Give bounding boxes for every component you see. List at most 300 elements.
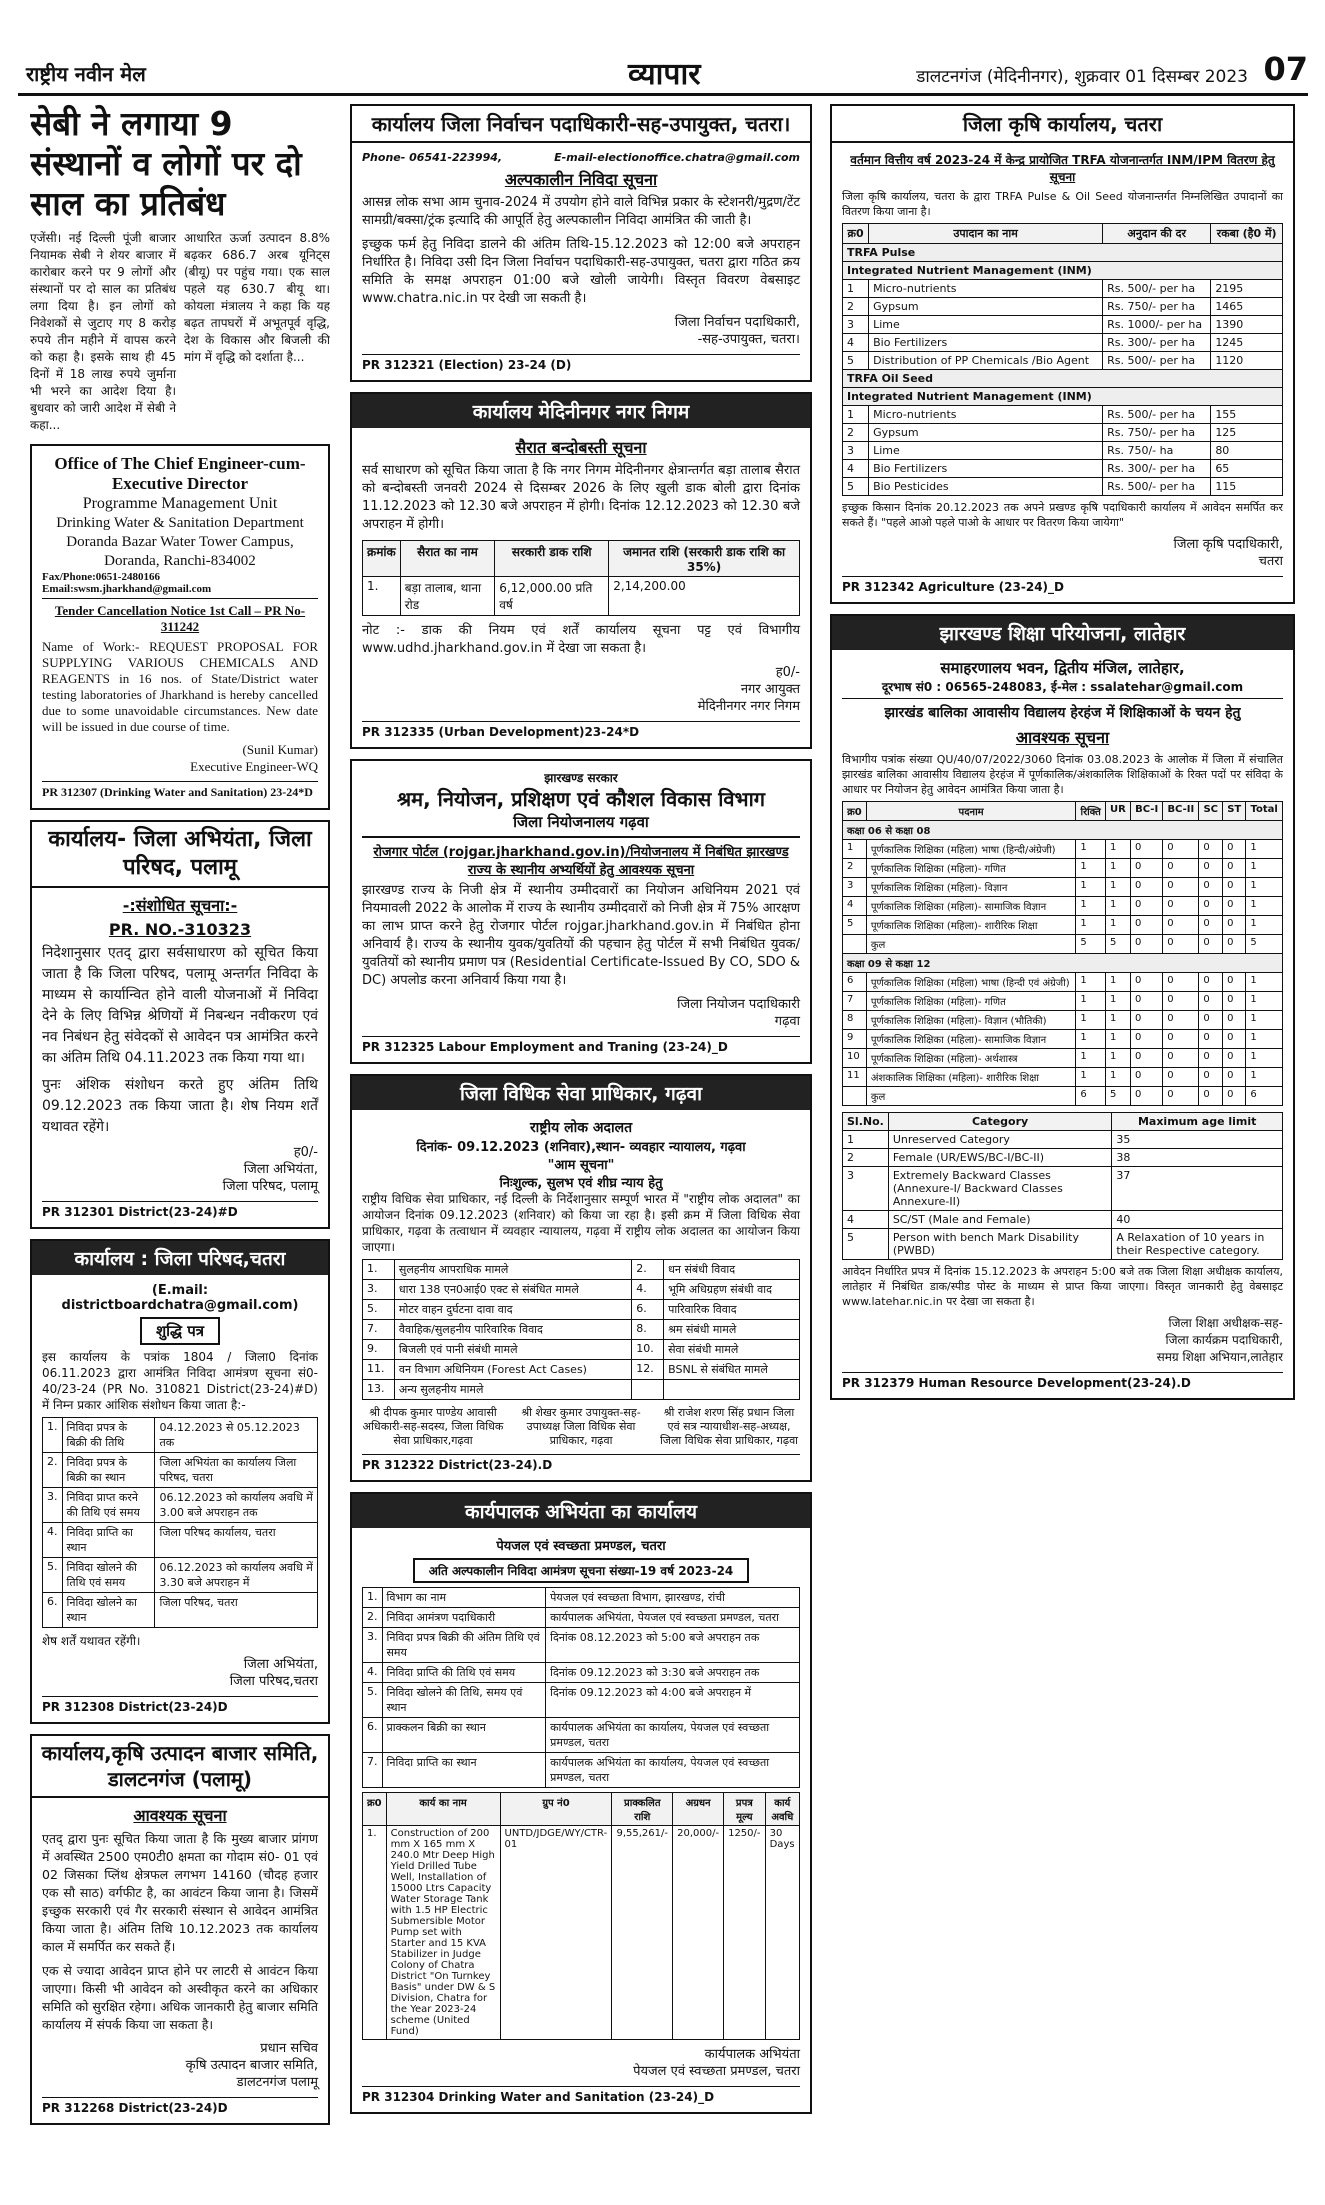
table-cell: 6,12,000.00 प्रति वर्ष	[495, 577, 609, 616]
table-cell: 1	[843, 1131, 889, 1149]
table-cell: 1	[1076, 897, 1106, 916]
section-title: व्यापार	[628, 57, 701, 92]
table-cell: 0	[1223, 840, 1246, 859]
table-cell: निविदा खोलने की तिथि एवं समय	[62, 1558, 155, 1593]
table-cell: प्राक्कलन बिक्री का स्थान	[382, 1718, 546, 1753]
table-cell: Gypsum	[869, 298, 1103, 316]
table-cell: 0	[1199, 878, 1223, 897]
email-line: E-mail-electionoffice.chatra@gmail.com	[554, 151, 800, 164]
column-header: क्र0	[843, 802, 867, 821]
notice-tagline: निःशुल्क, सुलभ एवं शीघ्र न्याय हेतु	[499, 1176, 663, 1191]
table-cell: 1	[1105, 992, 1130, 1011]
table-cell: 1	[1076, 1049, 1106, 1068]
table-cell: 1	[843, 406, 869, 424]
table-cell: 80	[1211, 442, 1283, 460]
address-line-1: Doranda Bazar Water Tower Campus,	[66, 534, 294, 550]
table-row	[843, 1049, 1283, 1068]
table-cell: निविदा खोलने का स्थान	[62, 1593, 155, 1628]
table-cell: 0	[1163, 897, 1199, 916]
column-header: Sl.No.	[843, 1113, 889, 1131]
table-cell: 0	[1163, 1030, 1199, 1049]
notice-body-2: एक से ज्यादा आवेदन प्राप्त होने पर लाटरी से आवंटन किया जाएगा। किसी भी आवेदन को अस्वीकृत करने का अधिकार समिति को सुरक्षित रहेगा। अधिक जानकारी हेतु बाजार समिति कार्यालय में संपर्क किया जा सकता है।	[42, 1963, 318, 2032]
section-label: कक्षा 09 से कक्षा 12	[843, 954, 1283, 973]
table-row	[363, 1663, 800, 1683]
signatory-office: -सह-उपायुक्त, चतरा।	[697, 332, 800, 347]
table-cell: Rs. 1000/- per ha	[1103, 316, 1211, 334]
table-cell: 1	[1105, 897, 1130, 916]
table-row	[843, 424, 1283, 442]
notice-body: सर्व साधारण को सूचित किया जाता है कि नगर निगम मेदिनीनगर क्षेत्रान्तर्गत बड़ा तालाब सैरात को बन्दोबस्ती जनवरी 2024 से दिसम्बर 2026 के लिए खुली डाक बोली द्वारा दिनांक 11.12.2023 को 12.30 बजे अपराहन में होगी। दिनांक 12.12.2023 को 12.30 बजे अपराहन में होगी।	[362, 463, 800, 532]
column-header: Category	[888, 1113, 1112, 1131]
pr-number: PR 312335 (Urban Development)23-24*D	[362, 721, 800, 739]
table-cell: 0	[1130, 1087, 1162, 1106]
signatory-right: श्री राजेश शरण सिंह प्रधान जिला एवं सत्र न्यायाधीश-सह-अध्यक्ष, जिला विधिक सेवा प्राधिकार, गढ़वा	[659, 1406, 799, 1447]
table-cell: पेयजल एवं स्वच्छता विभाग, झारखण्ड, रांची	[546, 1588, 800, 1608]
table-section-row	[843, 388, 1283, 406]
table-cell: सेवा संबंधी मामले	[664, 1340, 800, 1360]
table-row	[363, 1753, 800, 1788]
table-cell: 0	[1163, 973, 1199, 992]
column-header: उपादान का नाम	[869, 224, 1103, 244]
notice-intro: विभागीय पत्रांक संख्या QU/40/07/2022/3060 दिनांक 03.08.2023 के आलोक में जिला में संचालित झारखंड बालिका आवासीय विद्यालय हेरहंज में पूर्णकालिक/अंशकालिक शिक्षिकाओं के रिक्त पदों पर संविदा के आधार पर नियोजन हेतु आवेदन आमंत्रित किया जाता है।	[842, 753, 1283, 796]
table-cell: 0	[1199, 992, 1223, 1011]
table-cell: 0	[1199, 935, 1223, 954]
vidhik-notice	[350, 1074, 812, 1482]
table-cell: Gypsum	[869, 424, 1103, 442]
column-left	[30, 104, 330, 2175]
place-date: डालटनगंज (मेदिनीनगर), शुक्रवार 01 दिसम्बर 2023	[916, 67, 1248, 87]
table-row	[43, 1453, 318, 1488]
signatory-office: जिला परिषद,चतरा	[229, 1674, 318, 1689]
notice-title: कार्यालय,कृषि उत्पादन बाजार समिति, डालटनगंज (पलामू)	[32, 1736, 328, 1798]
table-cell: 1	[1246, 897, 1283, 916]
table-cell: पारिवारिक विवाद	[664, 1300, 800, 1320]
table-cell: 5	[843, 478, 869, 496]
pr-number: PR 312342 Agriculture (23-24)_D	[842, 576, 1283, 594]
table-cell: कुल	[866, 935, 1076, 954]
table-cell: निविदा प्रपत्र के बिक्री का स्थान	[62, 1453, 155, 1488]
notice-title: जिला विधिक सेवा प्राधिकार, गढ़वा	[352, 1076, 810, 1110]
table-cell: पूर्णकालिक शिक्षिका (महिला)- सामाजिक विज्ञान	[866, 897, 1076, 916]
table-cell: 5	[1105, 935, 1130, 954]
table-cell: Rs. 750/- per ha	[1103, 298, 1211, 316]
table-row	[843, 280, 1283, 298]
signatory-office: कृषि उत्पादन बाजार समिति,	[185, 2058, 318, 2073]
table-cell: पूर्णकालिक शिक्षिका (महिला)- शारीरिक शिक्षा	[866, 916, 1076, 935]
notice-body: एतद् द्वारा पुनः सूचित किया जाता है कि मुख्य बाजार प्रांगण में अवस्थित 2500 एम0टी0 क्षमता का गोदाम सं0- 01 एवं 02 जिसका प्लिंथ क्षेत्रफल लगभग 14160 (चौदह हजार एक सौ साठ) वर्गफीट है, का आवंटन किया जाना है। जिसमें इच्छुक सरकारी एवं गैर सरकारी संस्थान से आवेदन आमंत्रित किया जाता है। अंतिम तिथि 10.12.2023 तक कार्यालय काल में समर्पित कर सकते हैं।	[42, 1831, 318, 1954]
table-cell: 1.	[43, 1418, 63, 1453]
table-cell: निविदा प्राप्ति की तिथि एवं समय	[382, 1663, 546, 1683]
table-cell: 0	[1163, 878, 1199, 897]
table-cell: 5.	[363, 1300, 395, 1320]
table-row	[43, 1418, 318, 1453]
table-cell: 0	[1223, 1087, 1246, 1106]
notice-subtitle: अति अल्पकालीन निविदा आमंत्रण सूचना संख्या-19 वर्ष 2023-24	[413, 1558, 750, 1583]
table-row	[363, 1380, 800, 1400]
column-middle	[350, 104, 812, 2175]
subsidy-table	[842, 223, 1283, 496]
table-cell: पूर्णकालिक शिक्षिका (महिला) भाषा (हिन्दी एवं अंग्रेजी)	[866, 973, 1076, 992]
zila-abhiyanta-notice	[30, 820, 330, 1229]
notice-title: Tender Cancellation Notice 1st Call – PR No- 311242	[54, 603, 306, 634]
notice-body-2: पुनः अंशिक संशोधन करते हुए अंतिम तिथि 09.12.2023 तक किया जाता है। शेष नियम शर्तें यथावत रहेंगे।	[42, 1077, 318, 1135]
table-cell: दिनांक 09.12.2023 को 3:30 बजे अपराहन तक	[546, 1663, 800, 1683]
work-table	[362, 1792, 800, 2040]
table-row	[843, 478, 1283, 496]
table-row	[843, 460, 1283, 478]
table-cell: 1	[1076, 916, 1106, 935]
notice-body: राष्ट्रीय विधिक सेवा प्राधिकार, नई दिल्ली के निर्देशानुसार सम्पूर्ण भारत में "राष्ट्रीय लोक अदालत" का आयोजन दिनांक 09.12.2023 (शनिवार) को किया जा रहा है। इसी क्रम में जिला विधिक सेवा प्राधिकार, गढ़वा के तत्वाधान में व्यवहार न्यायालय, गढ़वा में राष्ट्रीय लोक अदालत का आयोजन किया जाएगा।	[362, 1192, 800, 1254]
table-cell: 1.	[363, 577, 401, 616]
table-cell: 38	[1112, 1149, 1283, 1167]
table-row	[363, 1280, 800, 1300]
table-cell: 2195	[1211, 280, 1283, 298]
table-cell: 1	[1076, 992, 1106, 1011]
table-cell: 20,000/-	[673, 1826, 724, 2040]
table-cell: 1	[843, 840, 867, 859]
pr-number: PR 312307 (Drinking Water and Sanitation) 23-24*D	[42, 781, 318, 800]
table-row	[843, 992, 1283, 1011]
table-cell: 13.	[363, 1380, 395, 1400]
table-cell: Rs. 750/- ha	[1103, 442, 1211, 460]
signatory-place: डालटनगंज पलामू	[236, 2075, 318, 2090]
table-cell: 3.	[363, 1280, 395, 1300]
table-cell: Extremely Backward Classes (Annexure-I/ Backward Classes Annexure-II)	[888, 1167, 1112, 1211]
signatory-place: चतरा	[1258, 554, 1283, 569]
table-cell: Female (UR/EWS/BC-I/BC-II)	[888, 1149, 1112, 1167]
table-cell: 4.	[43, 1523, 63, 1558]
table-cell: निविदा प्रपत्र बिक्री की अंतिम तिथि एवं समय	[382, 1628, 546, 1663]
tender-details-table	[362, 1587, 800, 1788]
table-cell: 2	[843, 859, 867, 878]
signatory-left: श्री दीपक कुमार पाण्डेय आवासी अधिकारी-सह-सदस्य, जिला विधिक सेवा प्राधिकार,गढ़वा	[362, 1406, 504, 1447]
table-cell: Rs. 500/- per ha	[1103, 478, 1211, 496]
table-row	[43, 1558, 318, 1593]
table-row	[843, 316, 1283, 334]
table-cell: 0	[1163, 840, 1199, 859]
table-cell: 0	[1199, 1030, 1223, 1049]
table-cell: 1	[1246, 916, 1283, 935]
table-cell: श्रम संबंधी मामले	[664, 1320, 800, 1340]
notice-body: इस कार्यालय के पत्रांक 1804 / जिला0 दिनांक 06.11.2023 द्वारा आमंत्रित निविदा आमंत्रण सूचना सं0-40/23-24 (PR No. 310821 District(23-24)#D) में निम्न प्रकार आंशिक संशोधन किया जाता है:-	[42, 1350, 318, 1412]
age-limit-table	[842, 1112, 1283, 1260]
table-row	[843, 1167, 1283, 1211]
notice-body-2: इच्छुक फर्म हेतु निविदा डालने की अंतिम तिथि-15.12.2023 को 12:00 बजे अपराहन निर्धारित है। निविदा उसी दिन जिला निर्वाचन पदाधिकारी-सह-उपायुक्त, चतरा द्वारा गठित क्रय समिति के समक्ष अपराहन 01:00 बजे खोली जायेगी। विस्तृत विवरण वेबसाइट www.chatra.nic.in पर देखी जा सकती है।	[362, 237, 800, 306]
notice-subtitle: सैरात बन्दोबस्ती सूचना	[515, 438, 647, 457]
total-row	[843, 1087, 1283, 1106]
notice-subtitle: झारखंड बालिका आवासीय विद्यालय हेरहंज में शिक्षिकाओं के चयन हेतु	[884, 705, 1241, 721]
table-cell: अंशकालिक शिक्षिका (महिला)- शारीरिक शिक्षा	[866, 1068, 1076, 1087]
notice-subtitle: वर्तमान वित्तीय वर्ष 2023-24 में केन्द्र प्रायोजित TRFA योजनान्तर्गत INM/IPM वितरण हेतु सूचना	[850, 153, 1275, 184]
signatory-title: जिला नियोजन पदाधिकारी	[677, 997, 800, 1012]
table-cell: 0	[1130, 878, 1162, 897]
pr-number: PR 312322 District(23-24).D	[362, 1454, 800, 1472]
table-cell: 4.	[632, 1280, 664, 1300]
table-cell: 1	[1246, 859, 1283, 878]
table-cell: 1465	[1211, 298, 1283, 316]
table-row	[43, 1488, 318, 1523]
table-cell: धारा 138 एन0आई0 एक्ट से संबंधित मामले	[394, 1280, 631, 1300]
table-cell: 1	[1076, 1030, 1106, 1049]
table-cell: 0	[1199, 1049, 1223, 1068]
table-cell: Rs. 300/- per ha	[1103, 334, 1211, 352]
table-cell: 2	[843, 424, 869, 442]
signatory-title: नगर आयुक्त	[740, 682, 800, 697]
table-cell: 1	[1076, 859, 1106, 878]
table-cell: 1	[1246, 1030, 1283, 1049]
table-cell: 0	[1163, 1049, 1199, 1068]
table-cell	[843, 1087, 867, 1106]
table-cell: 0	[1223, 916, 1246, 935]
table-cell: Rs. 750/- per ha	[1103, 424, 1211, 442]
table-row	[843, 406, 1283, 424]
table-row	[843, 1068, 1283, 1087]
table-cell: 1	[1076, 840, 1106, 859]
table-row	[363, 1718, 800, 1753]
table-cell: 1245	[1211, 334, 1283, 352]
table-cell: 0	[1199, 1011, 1223, 1030]
table-row	[843, 1229, 1283, 1260]
table-cell: 1250/-	[724, 1826, 766, 2040]
table-cell: 1	[1246, 1049, 1283, 1068]
office-name: पेयजल एवं स्वच्छता प्रमण्डल, चतरा	[496, 1539, 666, 1554]
zila-parishad-chatra-notice	[30, 1239, 330, 1724]
shiksha-notice	[830, 614, 1295, 1400]
column-header: Total	[1246, 802, 1283, 821]
office-name: जिला नियोजनालय गढ़वा	[362, 812, 800, 838]
table-cell: 7	[843, 992, 867, 1011]
table-cell: कार्यपालक अभियंता का कार्यालय, पेयजल एवं स्वच्छता प्रमण्डल, चतरा	[546, 1753, 800, 1788]
remaining-note: शेष शर्तें यथावत रहेंगी।	[42, 1634, 141, 1648]
column-header: कार्य अवधि	[765, 1793, 799, 1826]
table-cell: Lime	[869, 316, 1103, 334]
dept-name: Drinking Water & Sanitation Department	[56, 515, 304, 531]
column-header: प्रपत्र मूल्य	[724, 1793, 766, 1826]
table-cell: 7.	[363, 1320, 395, 1340]
table-cell: 5.	[363, 1683, 383, 1718]
table-cell: निविदा प्रपत्र के बिक्री की तिथि	[62, 1418, 155, 1453]
table-cell: 0	[1163, 1068, 1199, 1087]
table-cell: 0	[1130, 935, 1162, 954]
table-cell: 1	[1076, 973, 1106, 992]
table-cell: भूमि अधिग्रहण संबंधी वाद	[664, 1280, 800, 1300]
table-cell: 0	[1199, 1087, 1223, 1106]
table-row	[843, 897, 1283, 916]
table-cell: 1	[843, 280, 869, 298]
table-cell: Distribution of PP Chemicals /Bio Agent	[869, 352, 1103, 370]
table-cell: कुल	[866, 1087, 1076, 1106]
notice-subtitle: -:संशोधित सूचना:-	[122, 896, 238, 915]
krishi-chatra-notice	[830, 104, 1295, 604]
table-row	[363, 1320, 800, 1340]
event-date-place: दिनांक- 09.12.2023 (शनिवार),स्थान- व्यवहार न्यायालय, गढ़वा	[416, 1140, 746, 1155]
table-section-row	[843, 262, 1283, 280]
table-cell: 0	[1130, 840, 1162, 859]
table-cell: 1	[1076, 1011, 1106, 1030]
table-cell: 125	[1211, 424, 1283, 442]
office-address: समाहरणालय भवन, द्वितीय मंजिल, लातेहार,	[940, 659, 1185, 677]
column-header: क्रमांक	[363, 541, 401, 577]
event-name: राष्ट्रीय लोक अदालत	[529, 1120, 633, 1136]
table-cell: दिनांक 09.12.2023 को 4:00 बजे अपराहन में	[546, 1683, 800, 1718]
table-cell: 06.12.2023 को कार्यालय अवधि में 3.30 बजे अपराहन में	[155, 1558, 318, 1593]
table-cell: जिला परिषद, चतरा	[155, 1593, 318, 1628]
table-row	[363, 1260, 800, 1280]
table-cell: दिनांक 08.12.2023 को 5:00 बजे अपराहन तक	[546, 1628, 800, 1663]
table-cell: पूर्णकालिक शिक्षिका (महिला)- सामाजिक विज्ञान	[866, 1030, 1076, 1049]
signature: ह0/-	[293, 1145, 318, 1160]
news-text-left: एजेंसी। नई दिल्ली पूंजी बाजार नियामक सेबी ने शेयर बाजार में कारोबार करने पर 9 लोगों और संस्थानों पर दो साल का प्रतिबंध लगा दिया है। इन लोगों को निवेशकों से जुटाए गए 8 करोड़ रुपये तीन महीने में वापस करने को कहा है। इसके साथ ही 45 दिनों में 18 लाख रुपये जुर्माना भी भरने का आदेश दिया है। बुधवार को जारी आदेश में सेबी ने कहा...	[30, 231, 176, 432]
table-cell: 7.	[363, 1753, 383, 1788]
table-cell: 0	[1223, 897, 1246, 916]
table-cell: 1	[1105, 859, 1130, 878]
column-header: अनुदान की दर	[1103, 224, 1211, 244]
table-cell: 1	[1105, 916, 1130, 935]
notice-title: जिला कृषि कार्यालय, चतरा	[832, 106, 1293, 143]
table-cell: 0	[1163, 1011, 1199, 1030]
table-cell: 1	[1105, 878, 1130, 897]
nirvachan-notice	[350, 104, 812, 382]
table-cell: 4.	[363, 1663, 383, 1683]
table-cell: 65	[1211, 460, 1283, 478]
notice-title: कार्यालय जिला निर्वाचन पदाधिकारी-सह-उपायुक्त, चतरा।	[352, 106, 810, 143]
notice-subtitle: शुद्धि पत्र	[140, 1317, 220, 1345]
table-cell: पूर्णकालिक शिक्षिका (महिला)- विज्ञान	[866, 878, 1076, 897]
table-cell: 11.	[363, 1360, 395, 1380]
table-cell: 0	[1163, 1087, 1199, 1106]
table-cell: पूर्णकालिक शिक्षिका (महिला) भाषा (हिन्दी/अंग्रेजी)	[866, 840, 1076, 859]
table-cell: 1.	[363, 1588, 383, 1608]
table-cell: 115	[1211, 478, 1283, 496]
table-row	[843, 1211, 1283, 1229]
table-cell: 5	[1105, 1087, 1130, 1106]
table-cell: 3	[843, 442, 869, 460]
table-cell: 1	[1246, 1011, 1283, 1030]
signatory-middle: श्री शेखर कुमार उपायुक्त-सह-उपाध्यक्ष जिला विधिक सेवा प्राधिकार, गढ़वा	[521, 1406, 641, 1447]
table-cell: 5	[1076, 935, 1106, 954]
table-cell: 2,14,200.00	[609, 577, 800, 616]
pr-number: PR 312301 District(23-24)#D	[42, 1201, 318, 1219]
table-cell: 0	[1199, 1068, 1223, 1087]
column-header: रकबा (है0 में)	[1211, 224, 1283, 244]
table-row	[843, 973, 1283, 992]
news-article	[30, 104, 330, 434]
signatory-title-2: जिला कार्यक्रम पदाधिकारी,	[1165, 1333, 1283, 1347]
table-row	[43, 1523, 318, 1558]
table-cell: Rs. 500/- per ha	[1103, 352, 1211, 370]
table-cell: Rs. 500/- per ha	[1103, 280, 1211, 298]
table-row	[843, 878, 1283, 897]
pr-number: PR 312379 Human Resource Development(23-24).D	[842, 1372, 1283, 1390]
table-cell: Bio Pesticides	[869, 478, 1103, 496]
table-cell: 0	[1130, 1030, 1162, 1049]
table-cell: 0	[1130, 859, 1162, 878]
case-list-table	[362, 1259, 800, 1400]
notice-title: कार्यालय- जिला अभियंता, जिला परिषद, पलामू	[32, 822, 328, 888]
table-cell: 5	[1246, 935, 1283, 954]
table-cell: 04.12.2023 से 05.12.2023 तक	[155, 1418, 318, 1453]
table-row	[843, 298, 1283, 316]
chief-engineer-notice	[30, 444, 330, 810]
table-cell: 1	[1246, 973, 1283, 992]
table-cell: 11	[843, 1068, 867, 1087]
table-cell: 0	[1199, 916, 1223, 935]
column-header: UR	[1105, 802, 1130, 821]
table-cell: जिला अभियंता का कार्यालय जिला परिषद, चतरा	[155, 1453, 318, 1488]
pr-number: PR 312304 Drinking Water and Sanitation (23-24)_D	[362, 2086, 800, 2104]
notice-title: श्रम, नियोजन, प्रशिक्षण एवं कौशल विकास विभाग	[396, 787, 766, 811]
table-cell: UNTD/JDGE/WY/CTR-01	[500, 1826, 612, 2040]
news-headline: सेबी ने लगाया 9 संस्थानों व लोगों पर दो साल का प्रतिबंध	[30, 104, 302, 223]
schedule-table	[42, 1417, 318, 1628]
page-number: 07	[1263, 50, 1308, 88]
notice-body: इच्छुक किसान दिनांक 20.12.2023 तक अपने प्रखण्ड कृषि पदाधिकारी कार्यालय में आवेदन समर्पित कर सकते हैं। "पहले आओ पहले पाओ के आधार पर वितरण किया जायेगा"	[842, 501, 1283, 529]
notice-body: आवेदन निर्धारित प्रपत्र में दिनांक 15.12.2023 के अपराहन 5:00 बजे तक जिला शिक्षा अधीक्षक कार्यालय, लातेहार में निबंधित डाक/स्पीड पोस्ट के माध्यम से प्राप्त किया जाएगा। विस्तृत जानकारी हेतु वेबसाइट www.latehar.nic.in पर देखा जा सकता है।	[842, 1265, 1283, 1308]
table-row	[363, 1628, 800, 1663]
column-header: सरकारी डाक राशि	[495, 541, 609, 577]
table-cell: 0	[1223, 973, 1246, 992]
notice-title: कार्यालय : जिला परिषद,चतरा	[32, 1241, 328, 1275]
table-cell: पूर्णकालिक शिक्षिका (महिला)- गणित	[866, 992, 1076, 1011]
column-right	[830, 104, 1295, 2175]
notice-title: कार्यपालक अभियंता का कार्यालय	[352, 1494, 810, 1528]
table-cell: निविदा प्राप्त करने की तिथि एवं समय	[62, 1488, 155, 1523]
table-cell: 6.	[363, 1718, 383, 1753]
table-cell: 6	[1076, 1087, 1106, 1106]
table-row	[363, 1608, 800, 1628]
table-row	[843, 1149, 1283, 1167]
table-cell: 0	[1199, 897, 1223, 916]
table-cell: 0	[1223, 992, 1246, 1011]
table-cell: वन विभाग अधिनियम (Forest Act Cases)	[394, 1360, 631, 1380]
vacancy-table	[842, 801, 1283, 1106]
pr-number: PR 312321 (Election) 23-24 (D)	[362, 354, 800, 372]
notice-body: निदेशानुसार एतद् द्वारा सर्वसाधारण को सूचित किया जाता है कि जिला परिषद, पलामू अन्तर्गत निविदा के माध्यम से कार्यान्वित होने वाली योजनाओं में निविदा देने के लिए विभिन्न श्रेणियों में निबन्धन नवीकरण एवं नव निबंधन हेतु संवेदकों से आवेदन पत्र आमंत्रित करने का अंतिम तिथि 04.11.2023 तक किया गया था।	[42, 945, 318, 1066]
table-cell: 0	[1130, 1068, 1162, 1087]
notice-body: झारखण्ड राज्य के निजी क्षेत्र में स्थानीय उम्मीदवारों का नियोजन अधिनियम 2021 एवं नियमावली 2022 के आलोक में राज्य के स्थानीय उम्मीदवारों को निजी क्षेत्र में 75% आरक्षण का लाभ प्राप्त करने हेतु रोजगार पोर्टल rojgar.jharkhand.gov.in में निबंधित होना अनिवार्य है। राज्य के स्थानीय युवक/युवतियों की पहचान हेतु पोर्टल में सभी निबंधित युवक/युवतियों को स्थानीय प्रमाण पत्र (Residential Certificate-Issued By CO, SDO & DC) अपलोड करना अनिवार्य किया गया है।	[362, 883, 800, 988]
signatory-title: जिला कृषि पदाधिकारी,	[1173, 537, 1283, 552]
news-text-right: आधारित ऊर्जा उत्पादन 8.8% बढ़कर 686.7 अरब यूनिट्स (बीयू) पर पहुंच गया। एक साल पहले यह 630.7 बीयू था। कोयला मंत्रालय ने कहा कि यह बढ़त तापघरों में अभूतपूर्व वृद्धि, देश के विकास और बिजली की मांग में वृद्धि को दर्शाता है...	[184, 231, 330, 364]
table-cell: विभाग का नाम	[382, 1588, 546, 1608]
table-cell: 1	[1246, 992, 1283, 1011]
table-cell: 0	[1223, 1068, 1246, 1087]
table-cell: Lime	[869, 442, 1103, 460]
table-cell: 0	[1130, 973, 1162, 992]
contact-line: दूरभाष सं0 : 06565-248083, ई-मेल : ssalatehar@gmail.com	[842, 678, 1283, 699]
total-row	[843, 935, 1283, 954]
table-cell: 0	[1199, 840, 1223, 859]
notice-title: झारखण्ड शिक्षा परियोजना, लातेहार	[832, 616, 1293, 650]
table-cell: 0	[1223, 1030, 1246, 1049]
column-header: BC-I	[1130, 802, 1162, 821]
table-cell: 0	[1130, 916, 1162, 935]
notice-subtitle: अल्पकालीन निविदा सूचना	[504, 170, 658, 189]
signatory-title: जिला निर्वाचन पदाधिकारी,	[674, 315, 800, 330]
table-cell: निविदा प्राप्ति का स्थान	[382, 1753, 546, 1788]
table-cell: 6	[1246, 1087, 1283, 1106]
table-cell: 4	[843, 460, 869, 478]
table-cell: 1	[1105, 1030, 1130, 1049]
pr-number: PR 312325 Labour Employment and Traning (23-24)_D	[362, 1036, 800, 1054]
table-cell: 12.	[632, 1360, 664, 1380]
table-cell: 1	[1076, 878, 1106, 897]
table-cell: 8.	[632, 1320, 664, 1340]
notice-type: "आम सूचना"	[547, 1158, 615, 1173]
table-cell: Bio Fertilizers	[869, 334, 1103, 352]
nagar-nigam-notice	[350, 392, 812, 749]
table-cell: 1.	[363, 1826, 387, 2040]
table-cell: 1	[1105, 973, 1130, 992]
